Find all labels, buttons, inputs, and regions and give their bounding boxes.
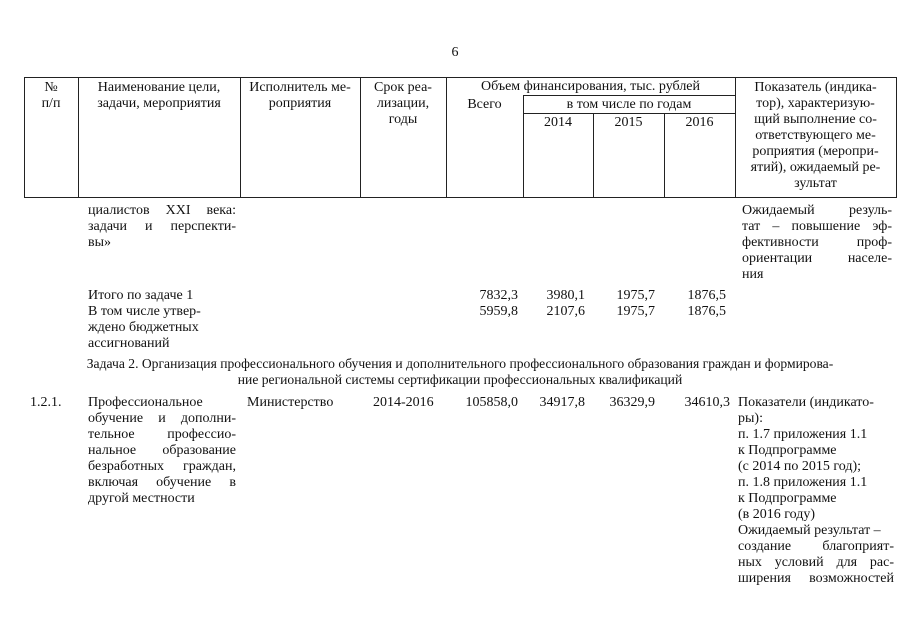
header-col-executor: Исполнитель ме- роприятия <box>249 80 351 111</box>
header-year-2014: 2014 <box>544 115 572 130</box>
header-col-indicator: Показатель (индика- тор), характеризую- щий выполнение со- ответствующего ме- роприятия (меропри- ятий), ожидаемый ре- зультат <box>750 80 881 191</box>
header-bottom-border <box>24 197 897 198</box>
header-col-term: Срок реа- лизации, годы <box>374 80 432 127</box>
budget-2016: 1876,5 <box>687 304 726 319</box>
row-term: 2014-2016 <box>373 395 434 410</box>
budget-2014: 2107,6 <box>546 304 585 319</box>
row-name: Профессиональное обучение и дополни- тельное профессио- нальное образование безработных граждан, включая обучение в другой местности <box>88 395 236 506</box>
task2-heading: Задача 2. Организация профессионального обучения и дополнительного профессионального образования граждан и формирова- ние региональной системы сертификации профессиональных квалификаций <box>86 356 834 387</box>
years-row-border <box>523 113 735 114</box>
col-divider <box>446 77 447 197</box>
cont-row-indicator: Ожидаемый резуль- тат – повышение эф- фективности проф- ориентации населе- ния <box>742 203 892 282</box>
row-2015: 36329,9 <box>609 395 655 410</box>
header-col-total: Всего <box>467 97 502 112</box>
itogo-label: Итого по задаче 1 <box>88 288 194 303</box>
row-executor: Министерство <box>247 395 334 410</box>
page-number: 6 <box>451 45 459 60</box>
years-group-border <box>523 95 735 96</box>
budget-2015: 1975,7 <box>616 304 655 319</box>
header-year-2016: 2016 <box>685 115 714 130</box>
table-top-border <box>24 77 897 78</box>
row-2014: 34917,8 <box>539 395 585 410</box>
header-year-2015: 2015 <box>614 115 643 130</box>
header-col-name: Наименование цели, задачи, мероприятия <box>97 80 221 111</box>
budget-total: 5959,8 <box>479 304 518 319</box>
header-col-number: № п/п <box>41 80 61 111</box>
row-2016: 34610,3 <box>684 395 730 410</box>
row-number: 1.2.1. <box>30 395 62 410</box>
itogo-total: 7832,3 <box>479 288 518 303</box>
row-indicator: Показатели (индикато- ры): п. 1.7 приложения 1.1 к Подпрограмме (с 2014 по 2015 год); п. 1.8 приложения 1.1 к Подпрограмме (в 2016 году) Ожидаемый результат – создание благоприят- ных условий для рас- ширения возможностей <box>738 395 894 586</box>
itogo-2014: 3980,1 <box>546 288 585 303</box>
row-total: 105858,0 <box>465 395 518 410</box>
itogo-2016: 1876,5 <box>687 288 726 303</box>
cont-row-name: циалистов XXI века: задачи и перспекти- вы» <box>88 203 236 250</box>
col-divider <box>896 77 897 197</box>
header-years-group: в том числе по годам <box>566 97 692 112</box>
budget-label: В том числе утвер- ждено бюджетных ассигнований <box>88 304 201 351</box>
itogo-2015: 1975,7 <box>616 288 655 303</box>
header-col-financing: Объем финансирования, тыс. рублей <box>480 79 701 94</box>
